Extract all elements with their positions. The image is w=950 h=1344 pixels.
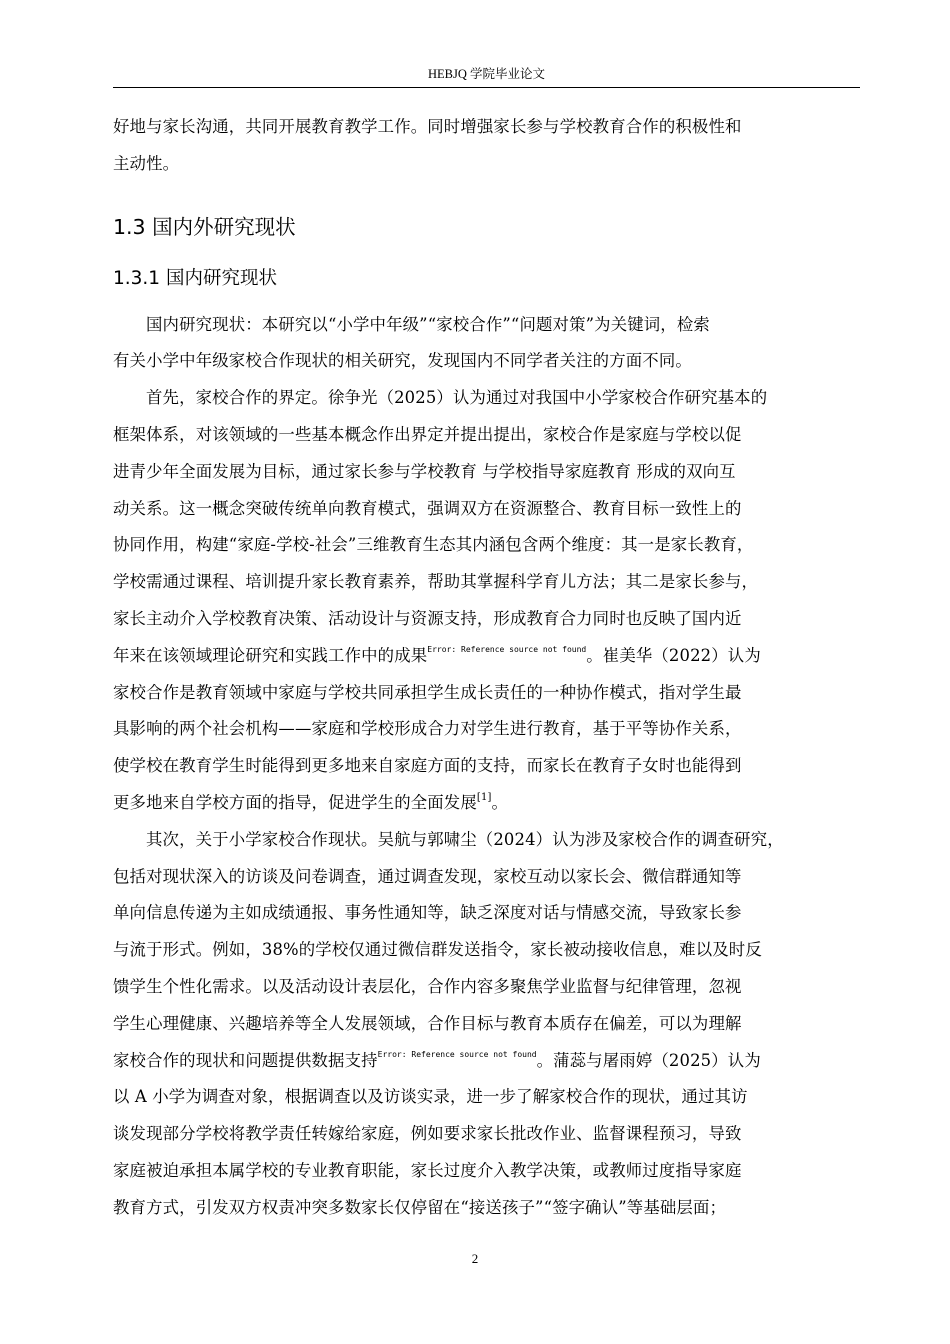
body-line: 家长主动介入学校教育决策、活动设计与资源支持，形成教育合力同时也反映了国内近 (113, 608, 742, 628)
reference-error: Error: Reference source not found (377, 1049, 537, 1059)
page-number: 2 (471, 1251, 479, 1266)
body-line: 包括对现状深入的访谈及问卷调查，通过调查发现，家校互动以家长会、微信群通知等 (113, 866, 742, 886)
line-text: 年来在该领域理论研究和实践工作中的成果 (113, 645, 428, 665)
body-line: 国内研究现状：本研究以“小学中年级”“家校合作”“问题对策”为关键词，检索 (146, 314, 710, 334)
body-line: 谈发现部分学校将教学责任转嫁给家庭，例如要求家长批改作业、监督课程预习，导致 (113, 1124, 742, 1144)
line-text: 。崔美华（2022）认为 (586, 645, 761, 665)
body-line: 学生心理健康、兴趣培养等全人发展领域，合作目标与教育本质存在偏差，可以为理解 (113, 1013, 742, 1033)
body-line (113, 1043, 863, 1080)
body-line: 动关系。这一概念突破传统单向教育模式，强调双方在资源整合、教育目标一致性上的 (113, 498, 742, 518)
body-line: 以 A 小学为调查对象，根据调查以及访谈实录，进一步了解家校合作的现状，通过其访 (113, 1087, 748, 1107)
body-line: 家庭被迫承担本属学校的专业教育职能，家长过度介入教学决策，或教师过度指导家庭 (113, 1160, 742, 1180)
body-line: 与流于形式。例如，38%的学校仅通过微信群发送指令，家长被动接收信息，难以及时反 (113, 940, 762, 960)
section-heading: 1.3 国内外研究现状 (113, 214, 296, 239)
body-line: 框架体系，对该领域的一些基本概念作出界定并提出提出，家校合作是家庭与学校以促 (113, 424, 742, 444)
citation-link[interactable]: [1] (476, 791, 492, 803)
body-line: 教育方式，引发双方权责冲突多数家长仅停留在“接送孩子”“签字确认”等基础层面； (113, 1197, 727, 1217)
running-header: HEBJQ 学院毕业论文 (427, 67, 546, 81)
header-rule (113, 87, 860, 88)
body-line: 单向信息传递为主如成绩通报、事务性通知等，缺乏深度对话与情感交流，导致家长参 (113, 903, 742, 923)
body-line: 协同作用，构建“家庭-学校-社会”三维教育生态其内涵包含两个维度：其一是家长教育， (113, 535, 754, 555)
body-line: 家校合作是教育领域中家庭与学校共同承担学生成长责任的一种协作模式，指对学生最 (113, 682, 742, 702)
body-line: 具影响的两个社会机构——家庭和学校形成合力对学生进行教育，基于平等协作关系， (113, 719, 742, 739)
body-line: 使学校在教育学生时能得到更多地来自家庭方面的支持，而家长在教育子女时也能得到 (113, 756, 742, 776)
body-line: 进青少年全面发展为目标，通过家长参与学校教育 与学校指导家庭教育 形成的双向互 (113, 461, 736, 481)
body-line (113, 785, 863, 822)
body-line (113, 638, 863, 675)
body-line: 有关小学中年级家校合作现状的相关研究，发现国内不同学者关注的方面不同。 (113, 351, 692, 371)
body-line: 主动性。 (113, 153, 180, 173)
line-text: 。蒲蕊与屠雨婷（2025）认为 (536, 1050, 761, 1070)
body-line: 好地与家长沟通，共同开展教育教学工作。同时增强家长参与学校教育合作的积极性和 (113, 117, 742, 136)
line-text: 家校合作的现状和问题提供数据支持 (113, 1050, 378, 1070)
body-content (113, 109, 863, 1227)
body-line: 首先，家校合作的界定。徐争光（2025）认为通过对我国中小学家校合作研究基本的 (146, 388, 768, 408)
line-text: 更多地来自学校方面的指导，促进学生的全面发展 (113, 792, 477, 812)
line-text: 。 (491, 792, 509, 812)
subsection-heading: 1.3.1 国内研究现状 (113, 267, 277, 289)
reference-error: Error: Reference source not found (427, 644, 587, 654)
body-line: 学校需通过课程、培训提升家长教育素养，帮助其掌握科学育儿方法；其二是家长参与， (113, 572, 759, 592)
body-line: 其次，关于小学家校合作现状。吴航与郭啸尘（2024）认为涉及家校合作的调查研究， (146, 829, 784, 849)
body-line: 馈学生个性化需求。以及活动设计表层化，合作内容多聚焦学业监督与纪律管理，忽视 (113, 976, 742, 996)
